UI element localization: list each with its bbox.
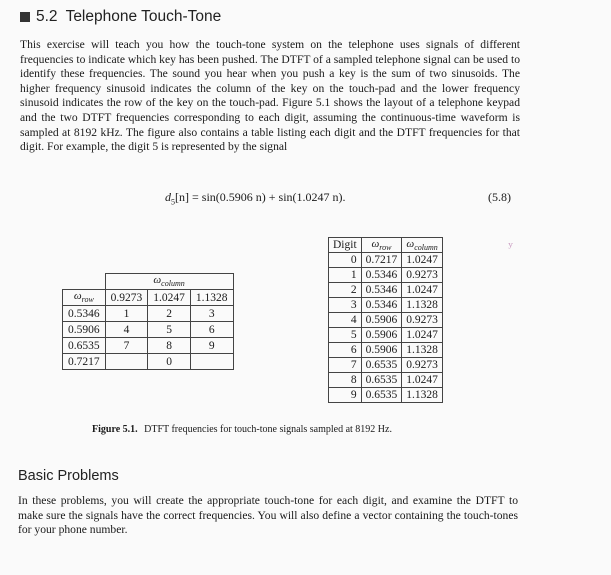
keypad-key — [105, 354, 148, 370]
digit-cell: 9 — [329, 388, 362, 403]
digit-table — [328, 237, 443, 403]
digit-col-freq: 0.9273 — [402, 313, 443, 328]
digit-row-freq: 0.7217 — [361, 253, 402, 268]
digit-row — [329, 268, 443, 283]
keypad-col-freq: 1.1328 — [190, 290, 233, 306]
digit-row — [329, 343, 443, 358]
section-number: 5.2 — [36, 8, 58, 25]
digit-row — [329, 388, 443, 403]
digit-row — [329, 253, 443, 268]
digit-col-freq: 1.0247 — [402, 253, 443, 268]
keypad-table — [62, 273, 234, 370]
basic-problems-heading: Basic Problems — [18, 468, 119, 484]
section-bullet-icon — [20, 12, 30, 22]
digit-cell: 1 — [329, 268, 362, 283]
equation-lhs-sub: 5 — [171, 197, 175, 207]
keypad-row — [63, 354, 234, 370]
keypad-row — [63, 306, 234, 322]
digit-row-freq: 0.5906 — [361, 313, 402, 328]
basic-problems-paragraph: In these problems, you will create the appropriate touch-tone for each digit, and examine the DTFT to make sure the signals have the correct frequencies. You will also define a vector containing the touch-tones for your phone number. — [18, 494, 518, 537]
keypad-column-header: $\omega_{column}$ — [105, 274, 233, 290]
digit-col-freq: 1.1328 — [402, 298, 443, 313]
keypad-key: 9 — [190, 338, 233, 354]
caption-label: Figure 5.1. — [92, 424, 138, 435]
digit-row-freq: 0.5346 — [361, 283, 402, 298]
digit-cell: 2 — [329, 283, 362, 298]
keypad-key — [190, 354, 233, 370]
digit-col-freq: 1.0247 — [402, 283, 443, 298]
equation-lhs-arg: [n] — [175, 190, 189, 204]
section-title: Telephone Touch-Tone — [65, 8, 222, 25]
keypad-row — [63, 338, 234, 354]
keypad-key: 0 — [148, 354, 191, 370]
digit-row-freq: 0.6535 — [361, 358, 402, 373]
caption-text: DTFT frequencies for touch-tone signals sampled at 8192 Hz. — [144, 424, 392, 435]
digit-col-freq: 0.9273 — [402, 358, 443, 373]
digit-cell: 4 — [329, 313, 362, 328]
equation — [165, 190, 346, 206]
digit-row-header: $\omega_{row}$ — [361, 238, 402, 253]
keypad-key: 5 — [148, 322, 191, 338]
keypad-key: 3 — [190, 306, 233, 322]
equation-lhs: d — [165, 190, 171, 204]
keypad-row-freq: 0.5346 — [63, 306, 106, 322]
digit-column-header: $\omega_{column}$ — [402, 238, 443, 253]
equation-number: (5.8) — [488, 190, 511, 204]
digit-cell: 3 — [329, 298, 362, 313]
digit-header: Digit — [329, 238, 362, 253]
keypad-col-freq: 1.0247 — [148, 290, 191, 306]
digit-cell: 6 — [329, 343, 362, 358]
keypad-key: 8 — [148, 338, 191, 354]
digit-row-freq: 0.5346 — [361, 268, 402, 283]
keypad-row — [63, 322, 234, 338]
keypad-row-freq: 0.5906 — [63, 322, 106, 338]
digit-row-freq: 0.6535 — [361, 388, 402, 403]
digit-row — [329, 373, 443, 388]
digit-row — [329, 328, 443, 343]
keypad-key: 6 — [190, 322, 233, 338]
keypad-key: 2 — [148, 306, 191, 322]
digit-row-freq: 0.5346 — [361, 298, 402, 313]
digit-col-freq: 1.0247 — [402, 328, 443, 343]
digit-col-freq: 1.0247 — [402, 373, 443, 388]
intro-paragraph: This exercise will teach you how the touch-tone system on the telephone uses signals of different frequencies to indicate which key has been pushed. The DTFT of a sampled telephone signal can be used to identify these frequencies. The sound you hear when you push a key is the sum of two sinusoids. The higher frequency sinusoid indicates the column of the key on the touch-pad and the lower frequency sinusoid indicates the row of the key on the touch-pad. Figure 5.1 shows the layout of a telephone keypad and the two DTFT frequencies corresponding to each digit, assuming the continuous-time waveform is sampled at 8192 kHz. The figure also contains a table listing each digit and the DTFT frequencies for that digit. For example, the digit 5 is represented by the signal — [20, 38, 520, 154]
digit-cell: 5 — [329, 328, 362, 343]
digit-row — [329, 298, 443, 313]
keypad-key: 4 — [105, 322, 148, 338]
pencil-mark-icon: ʸ — [508, 240, 514, 255]
digit-cell: 7 — [329, 358, 362, 373]
section-heading — [20, 8, 221, 26]
digit-row — [329, 283, 443, 298]
equation-rhs: = sin(0.5906 n) + sin(1.0247 n). — [192, 190, 346, 204]
digit-cell: 8 — [329, 373, 362, 388]
digit-row-freq: 0.5906 — [361, 343, 402, 358]
keypad-key: 7 — [105, 338, 148, 354]
digit-row-freq: 0.6535 — [361, 373, 402, 388]
keypad-corner — [63, 274, 106, 290]
figure-caption — [92, 424, 392, 435]
digit-col-freq: 0.9273 — [402, 268, 443, 283]
keypad-col-freq: 0.9273 — [105, 290, 148, 306]
keypad-key: 1 — [105, 306, 148, 322]
keypad-row-header: $\omega_{row}$ — [63, 290, 106, 306]
digit-row-freq: 0.5906 — [361, 328, 402, 343]
digit-row — [329, 313, 443, 328]
keypad-row-freq: 0.7217 — [63, 354, 106, 370]
digit-row — [329, 358, 443, 373]
digit-cell: 0 — [329, 253, 362, 268]
keypad-row-freq: 0.6535 — [63, 338, 106, 354]
digit-col-freq: 1.1328 — [402, 343, 443, 358]
digit-col-freq: 1.1328 — [402, 388, 443, 403]
